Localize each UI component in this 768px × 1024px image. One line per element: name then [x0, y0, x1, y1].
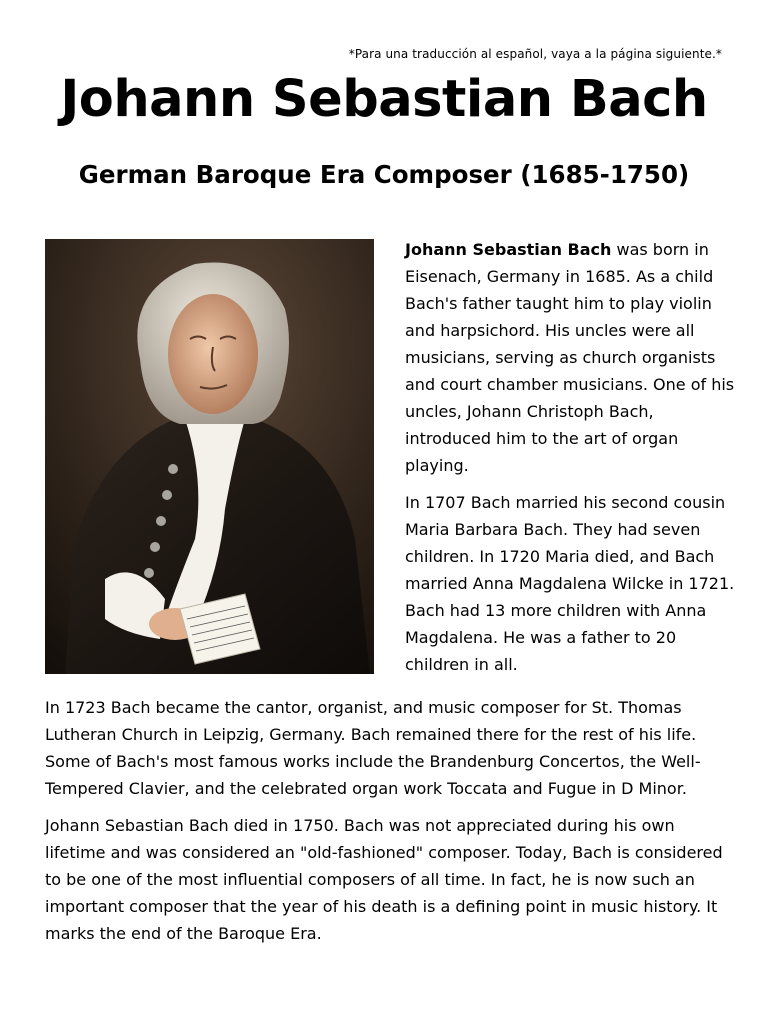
- full-width-text: [45, 694, 735, 957]
- page-subtitle: German Baroque Era Composer (1685-1750): [78, 160, 690, 189]
- portrait-image: [45, 239, 374, 674]
- paragraph-marriage: In 1707 Bach married his second cousin Maria Barbara Bach. They had seven children. In 1720 Maria died, and Bach married Anna Magdalena Wilcke in 1721. Bach had 13 more children with Anna Magdalena. He was a father to 20 children in all.: [405, 493, 735, 674]
- paragraph-birth-text: was born in Eisenach, Germany in 1685. As a child Bach's father taught him to play violin and harpsichord. His uncles were all musicians, serving as church organists and court chamber musicians. One of his uncles, Johann Christoph Bach, introduced him to the art of organ playing.: [405, 240, 735, 475]
- paragraph-career: In 1723 Bach became the cantor, organist, and music composer for St. Thomas Lutheran Church in Leipzig, Germany. Bach remained there for the rest of his life. Some of Bach's most famous works include the Brandenburg Concertos, the Well-Tempered Clavier, and the celebrated organ work Toccata and Fugue in D Minor.: [45, 698, 701, 798]
- paragraph-legacy: Johann Sebastian Bach died in 1750. Bach was not appreciated during his own lifetime and was considered an "old-fashioned" composer. Today, Bach is considered to be one of the most influential composers of all time. In fact, he is now such an important composer that the year of his death is a defining point in music history. It marks the end of the Baroque Era.: [45, 816, 723, 943]
- right-column-text: [405, 236, 735, 688]
- page-title: Johann Sebastian Bach: [60, 70, 708, 129]
- paragraph-birth: [405, 236, 735, 479]
- translation-note: *Para una traducción al español, vaya a la página siguiente.*: [348, 47, 722, 61]
- paragraph-lead-name: Johann Sebastian Bach: [405, 240, 612, 259]
